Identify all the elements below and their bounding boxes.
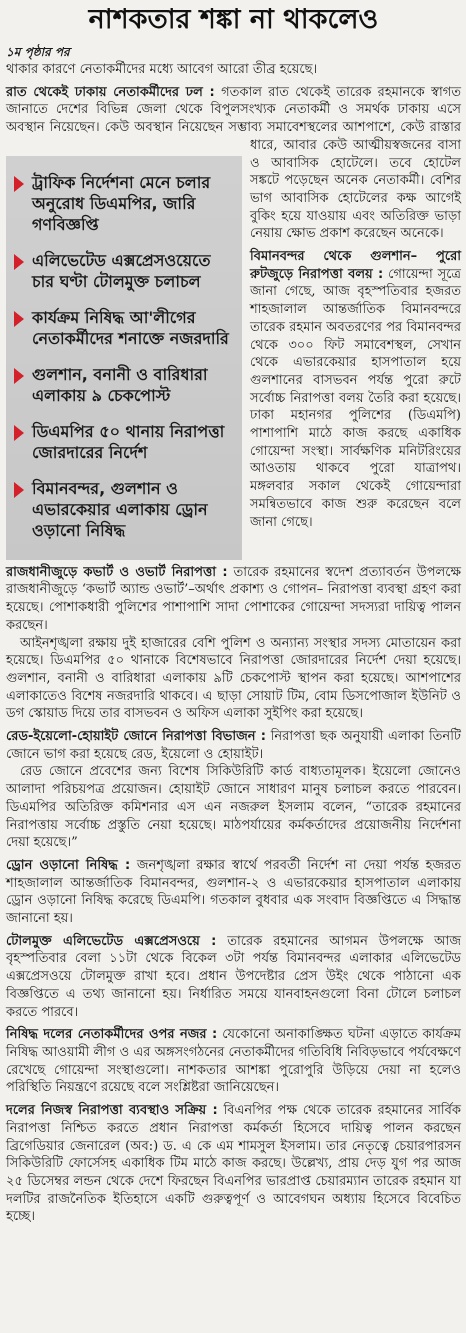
triangle-right-icon [14,368,24,384]
highlight-item [12,250,234,292]
intro-paragraph: থাকার কারণে নেতাকর্মীদের মধ্যে আবেগ আরো তীব্র হয়েছে। [6,62,318,77]
section-zones [6,728,461,852]
triangle-right-icon [14,254,24,270]
highlight-text: গুলশান, বনানী ও বারিধারা এলাকায় ৯ চেকপোস্ট [32,364,208,405]
section-text: তারেক রহমানের স্বদেশ প্রত্যাবর্তন উপলক্ষে রাজধানীজুড়ে ‘কভার্ট অ্যান্ড ওভার্ট’–অর্থাৎ প্রকাশ্য ও গোপন– নিরাপত্তা ব্যবস্থা গ্রহণ করা হয়েছে। পোশাকধারী পুলিশের পাশাপাশি সাদা পোশাকের গোয়েন্দা সদস্যরা দায়িত্ব পালন করছেন। [6,564,462,633]
highlight-item [12,307,234,349]
triangle-right-icon [14,311,24,327]
section-heading: দলের নিজস্ব নিরাপত্তা ব্যবস্থাও সক্রিয় : [6,1103,218,1119]
highlight-text: ট্রাফিক নির্দেশনা মেনে চলার অনুরোধ ডিএমপির, জারি গণবিজ্ঞপ্তি [32,172,211,234]
section-heading: নিষিদ্ধ দলের নেতাকর্মীদের ওপর নজর : [6,1027,218,1043]
section-paragraph [6,857,461,928]
section-paragraph [6,728,461,763]
section-paragraph [6,564,461,635]
highlight-item [12,364,234,406]
section-text: জনশৃঙ্খলা রক্ষার স্বার্থে পরবর্তী নির্দেশ না দেয়া পর্যন্ত হজরত শাহজালাল আন্তর্জাতিক বিমানবন্দর, গুলশান-২ ও এভারকেয়ার হাসপাতাল এলাকায় ড্রোন ওড়ানো নিষিদ্ধ করেছে ডিএমপি। গতকাল বুধবার এক সংবাদ বিজ্ঞপ্তিতে এ সিদ্ধান্ত জানানো হয়। [6,857,462,927]
section-drone-ban [6,857,461,928]
section-paragraph [6,1102,461,1226]
highlights-box [6,156,242,560]
section-heading: বিমানবন্দর থেকে গুলশান– পুরো রুটজুড়ে নিরাপত্তা বলয় : [250,249,461,282]
section-heading: রেড-ইয়েলো-হোয়াইট জোনে নিরাপত্তা বিভাজন : [6,729,266,745]
section-text: নিরাপত্তা ছক অনুযায়ী এলাকা তিনটি জোনে ভাগ করা হয়েছে রেড, ইয়েলো ও হোয়াইট। [6,729,461,762]
highlight-item [12,421,234,463]
highlight-text: ডিএমপির ৫০ থানায় নিরাপত্তা জোরদারের নির্দেশ [32,421,225,462]
section-text: বিএনপির পক্ষ থেকে তারেক রহমানের সার্বিক নিরাপত্তা নিশ্চিত করতে প্রধান নিরাপত্তা কর্মকর্তা হিসেবে দায়িত্ব পালন করছেন ব্রিগেডিয়ার জেনারেল (অব:) ড. এ কে এম শামসুল ইসলাম। তার নেতৃত্বে চেয়ারপারসন সিকিউরিটি ফোর্সেসহ একাধিক টিম মাঠে কাজ করছে। উল্লেখ্য, প্রায় দেড় যুগ পর আজ ২৫ ডিসেম্বর লন্ডন থেকে দেশে ফিরছেন বিএনপির ভারপ্রাপ্ত চেয়ারম্যান তারেক রহমান যা দলটির রাজনৈতিক ইতিহাসে একটি গুরুত্বপূর্ণ ও আবেগঘন অধ্যায় হিসেবে বিবেচিত হচ্ছে। [6,1103,461,1225]
section-surveillance [6,1026,461,1097]
section-text: যেকোনো অনাকাঙ্ক্ষিত ঘটনা এড়াতে কার্যক্রম নিষিদ্ধ আওয়ামী লীগ ও এর অঙ্গসংগঠনের নেতাকর্মীদের গতিবিধি নিবিড়ভাবে পর্যবেক্ষণে রেখেছে গোয়েন্দা সংস্থাগুলো। নাশকতার আশঙ্কা পুরোপুরি উড়িয়ে দেয়া না হলেও পরিস্থিতি নিয়ন্ত্রণে রয়েছে বলে সংশ্লিষ্টরা জানিয়েছেন। [6,1027,461,1096]
headline: নাশকতার শঙ্কা না থাকলেও [88,4,379,35]
section-paragraph: আইনশৃঙ্খলা রক্ষায় দুই হাজারের বেশি পুলিশ ও অন্যান্য সংস্থার সদস্য মোতায়েন করা হয়েছে। ডিএমপির ৫০ থানাকে বিশেষভাবে নিরাপত্তা জোরদারের নির্দেশ দেয়া হয়েছে। গুলশান, বনানী ও বারিধারা এলাকায় ৯টি চেকপোস্ট স্থাপন করা হয়েছে। আশপাশের এলাকাতেও বিশেষ নজরদারি থাকবে। এ ছাড়া সোয়াট টিম, বোম ডিসপোজাল ইউনিট ও ডগ স্কোয়াড দিয়ে তার বাসভবন ও অফিস এলাকা সুইপিং করা হয়েছে। [6,635,461,722]
section-paragraph: রেড জোনে প্রবেশের জন্য বিশেষ সিকিউরিটি কার্ড বাধ্যতামূলক। ইয়েলো জোনেও আলাদা পরিচয়পত্র প্রয়োজন। হোয়াইট জোনে সাধারণ মানুষ চলাচল করতে পারবেন। ডিএমপির অতিরিক্ত কমিশনার এস এন নজরুল ইসলাম বলেন, “তারেক রহমানের নিরাপত্তায় সর্বোচ্চ প্রস্তুতি নেয়া হয়েছে। মাঠপর্যায়ের কর্মকর্তাদের প্রয়োজনীয় নির্দেশনা দেয়া হয়েছে।” [6,764,461,851]
highlight-text: এলিভেটেড এক্সপ্রেসওয়েতে চার ঘণ্টা টোলমুক্ত চলাচল [32,250,211,291]
section-toll-free [6,933,461,1022]
section-party-security [6,1102,461,1226]
article-body [6,61,461,1226]
section-covert-overt [6,564,461,723]
triangle-right-icon [14,425,24,441]
section-text: গতকাল রাত থেকেই তারেক রহমানকে স্বাগত জানাতে দেশের বিভিন্ন জেলা থেকে বিপুলসংখ্যক নেতাকর্মী ও সমর্থক ঢাকায় এসে অবস্থান নিয়েছেন। কেউ অবস্থান নিয়েছেন সম্ভাব্য সমাবেশস্থলের আশপাশে, কেউ রাস্তার ধারে, আবার কেউ আত্মীয়স্বজনের বাসা ও আবাসিক হোটেলে। তবে হোটেল সঙ্কটে পড়েছেন অনেক নেতাকর্মী। বেশির ভাগ আবাসিক হোটেলের কক্ষ আগেই বুকিং হয়ে যাওয়ায় এবং অতিরিক্ত ভাড়া নেয়ায় ক্ষোভ প্রকাশ করেছেন অনেকে। [6,84,462,242]
section-heading: রাত থেকেই ঢাকায় নেতাকর্মীদের ঢল : [6,84,215,100]
section-heading: ড্রোন ওড়ানো নিষিদ্ধ : [6,857,131,873]
highlight-text: বিমানবন্দর, গুলশান ও এভারকেয়ার এলাকায় ড্রোন ওড়ানো নিষিদ্ধ [32,478,208,540]
continued-from-label: ১ম পৃষ্ঠার পর [6,45,70,59]
highlight-text: কার্যক্রম নিষিদ্ধ আ'লীগের নেতাকর্মীদের শনাক্তে নজরদারি [32,307,229,348]
section-text: তারেক রহমানের আগমন উপলক্ষে আজ বৃহস্পতিবার বেলা ১১টা থেকে বিকেল ৩টা পর্যন্ত বিমানবন্দর এলাকার এলিভেটেড এক্সপ্রেসওয়ে টোলমুক্ত রাখা হবে। প্রধান উপদেষ্টার প্রেস উইং থেকে পাঠানো এক বিজ্ঞপ্তিতে এ তথ্য জানানো হয়। নির্ধারিত সময়ে যানবাহনগুলো বিনা টোলে চলাচল করতে পারবে। [6,933,461,1020]
section-text: গোয়েন্দা সূত্রে জানা গেছে, আজ বৃহস্পতিবার হজরত শাহজালাল আন্তর্জাতিক বিমানবন্দরে তারেক রহমান অবতরণের পর বিমানবন্দর থেকে ৩০০ ফিট সমাবেশস্থল, সেখান থেকে এভারকেয়ার হাসপাতাল হয়ে গুলশানের বাসভবন পর্যন্ত পুরো রুটে সর্বোচ্চ নিরাপত্তা বলয় তৈরি করা হয়েছে। ঢাকা মহানগর পুলিশের (ডিএমপি) পাশাপাশি মাঠে কাজ করছে একাধিক গোয়েন্দা সংস্থা। সার্বক্ষণিক মনিটরিংয়ের আওতায় থাকবে পুরো যাত্রাপথ। মঙ্গলবার সকাল থেকেই গোয়েন্দারা সমন্বিতভাবে কাজ শুরু করেছেন বলে জানা গেছে। [250,266,461,530]
highlight-item [12,478,234,541]
section-heading: টোলমুক্ত এলিভেটেড এক্সপ্রেসওয়ে : [6,933,217,949]
section-paragraph [6,933,461,1022]
triangle-right-icon [14,176,24,192]
section-heading: রাজধানীজুড়ে কভার্ট ও ওভার্ট নিরাপত্তা : [6,564,228,580]
section-paragraph [6,1026,461,1097]
triangle-right-icon [14,482,24,498]
highlight-item [12,172,234,235]
